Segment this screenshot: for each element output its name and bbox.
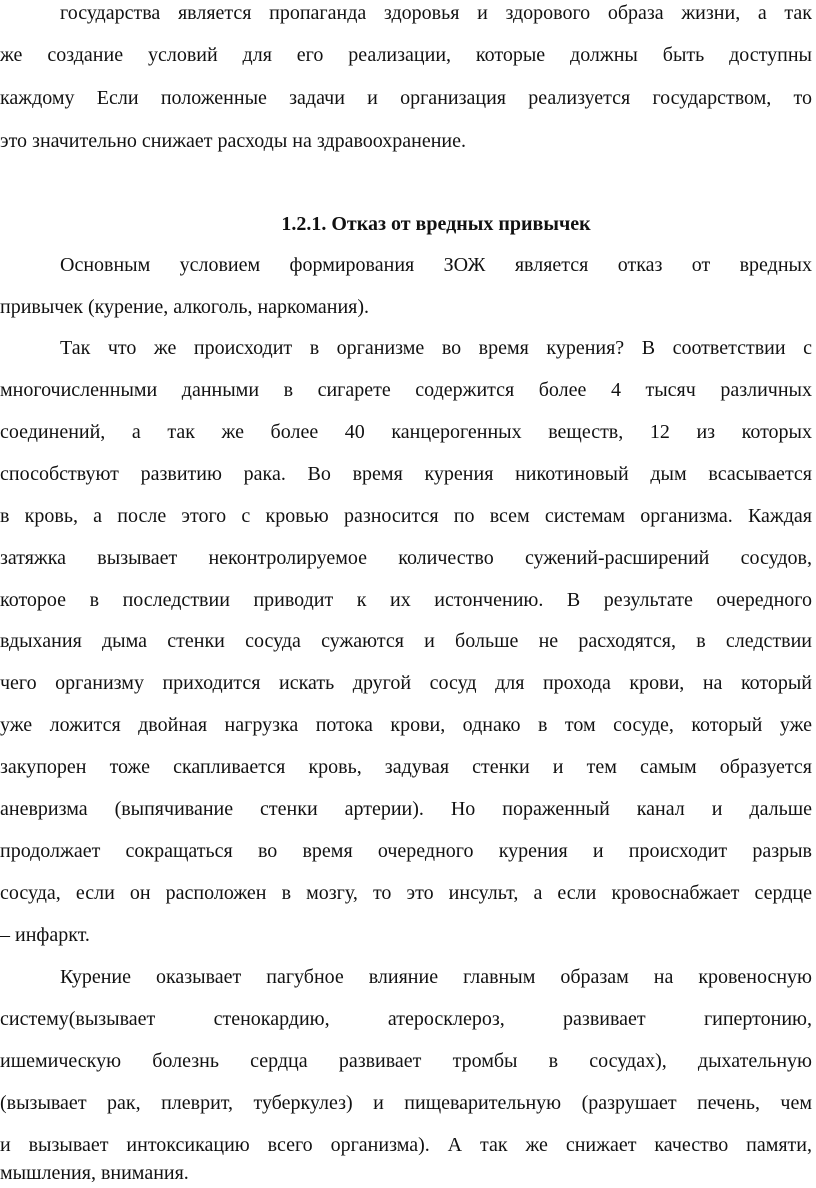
paragraph-line: закупорен тоже скапливается кровь, задувая стенки и тем самым образуется bbox=[0, 756, 812, 778]
paragraph-line: в кровь, а после этого с кровью разносится по всем системам организма. Каждая bbox=[0, 505, 812, 527]
paragraph-line: многочисленными данными в сигарете содержится более 4 тысяч различных bbox=[0, 379, 812, 401]
section-heading: 1.2.1. Отказ от вредных привычек bbox=[281, 213, 591, 235]
paragraph-line: продолжает сокращаться во время очередного курения и происходит разрыв bbox=[0, 840, 812, 862]
paragraph-line: уже ложится двойная нагрузка потока крови, однако в том сосуде, который уже bbox=[0, 714, 812, 736]
intro-line-4: это значительно снижает расходы на здравоохранение. bbox=[0, 130, 467, 152]
paragraph-line: Так что же происходит в организме во время курения? В соответствии с bbox=[60, 337, 812, 359]
paragraph-line: которое в последствии приводит к их истончению. В результате очередного bbox=[0, 589, 812, 611]
paragraph-line: аневризма (выпячивание стенки артерии). Но пораженный канал и дальше bbox=[0, 798, 812, 820]
paragraph-line: – инфаркт. bbox=[0, 924, 90, 946]
paragraph-line: Курение оказывает пагубное влияние главным образам на кровеносную bbox=[60, 966, 812, 988]
intro-line-1: государства является пропаганда здоровья и здорового образа жизни, а так bbox=[60, 2, 812, 24]
paragraph-line: вдыхания дыма стенки сосуда сужаются и больше не расходятся, в следствии bbox=[0, 630, 812, 652]
intro-line-2: же создание условий для его реализации, которые должны быть доступны bbox=[0, 44, 812, 66]
paragraph-line: (вызывает рак, плеврит, туберкулез) и пищеварительную (разрушает печень, чем bbox=[0, 1092, 812, 1114]
intro-line-3: каждому Если положенные задачи и организация реализуется государством, то bbox=[0, 87, 812, 109]
paragraph-line: затяжка вызывает неконтролируемое количество сужений-расширений сосудов, bbox=[0, 547, 812, 569]
paragraph-line: ишемическую болезнь сердца развивает тромбы в сосудах), дыхательную bbox=[0, 1050, 812, 1072]
paragraph-line: способствуют развитию рака. Во время курения никотиновый дым всасывается bbox=[0, 463, 812, 485]
paragraph-line: сосуда, если он расположен в мозгу, то это инсульт, а если кровоснабжает сердце bbox=[0, 882, 812, 904]
paragraph-line: соединений, а так же более 40 канцерогенных веществ, 12 из которых bbox=[0, 421, 812, 443]
paragraph-line: систему(вызывает стенокардию, атеросклероз, развивает гипертонию, bbox=[0, 1008, 812, 1030]
paragraph-line: Основным условием формирования ЗОЖ является отказ от вредных bbox=[60, 254, 812, 276]
paragraph-line: и вызывает интоксикацию всего организма). А так же снижает качество памяти, bbox=[0, 1134, 812, 1156]
paragraph-line: мышления, внимания. bbox=[0, 1162, 189, 1184]
paragraph-line: чего организму приходится искать другой сосуд для прохода крови, на который bbox=[0, 672, 812, 694]
paragraph-line: привычек (курение, алкоголь, наркомания). bbox=[0, 296, 370, 318]
